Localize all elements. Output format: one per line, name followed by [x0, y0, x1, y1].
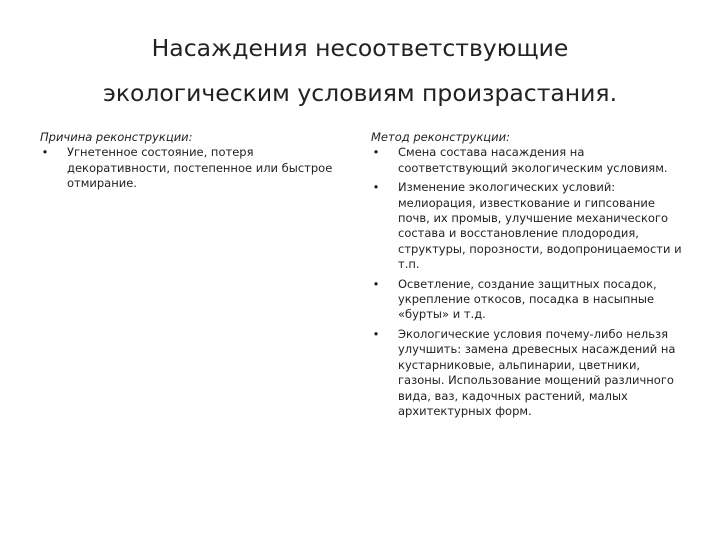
- list-item: [40, 145, 360, 191]
- method-heading: Метод реконструкции:: [371, 130, 510, 144]
- slide-title-line-1: Насаждения несоответствующие: [151, 34, 569, 62]
- reason-heading: Причина реконструкции:: [40, 130, 193, 144]
- list-item: [371, 180, 689, 272]
- list-item: [371, 145, 689, 176]
- bullet-icon: •: [372, 180, 380, 195]
- list-item-text: Осветление, создание защитных посадок, укрепление откосов, посадка в насыпные «бурты» и т.д.: [398, 276, 657, 322]
- method-column: [371, 130, 689, 423]
- reason-list: [40, 145, 360, 191]
- slide-title-line-2: экологическим условиям произрастания.: [102, 79, 618, 107]
- bullet-icon: •: [372, 326, 380, 341]
- list-item: [371, 277, 689, 323]
- bullet-icon: •: [372, 145, 380, 160]
- list-item-text: Экологические условия почему-либо нельзя улучшить: замена древесных насаждений на кустарниковые, альпинарии, цветники, газоны. Использование мощений различного вида, ваз, кадочных растений, малых архитектурных форм.: [398, 326, 676, 418]
- list-item-text: Угнетенное состояние, потеря декоративности, постепенное или быстрое отмирание.: [67, 145, 333, 191]
- slide-title: [40, 26, 680, 116]
- list-item-text: Изменение экологических условий: мелиорация, известкование и гипсование почв, их промыв, улучшение механического состава и восстановление плодородия, структуры, порозности, водопроницаемости и т.п.: [398, 180, 682, 272]
- bullet-icon: •: [372, 276, 380, 291]
- bullet-icon: •: [41, 145, 49, 160]
- method-list: [371, 145, 689, 419]
- reason-column: [40, 130, 360, 196]
- list-item: [371, 327, 689, 419]
- list-item-text: Смена состава насаждения на соответствующий экологическим условиям.: [398, 145, 668, 175]
